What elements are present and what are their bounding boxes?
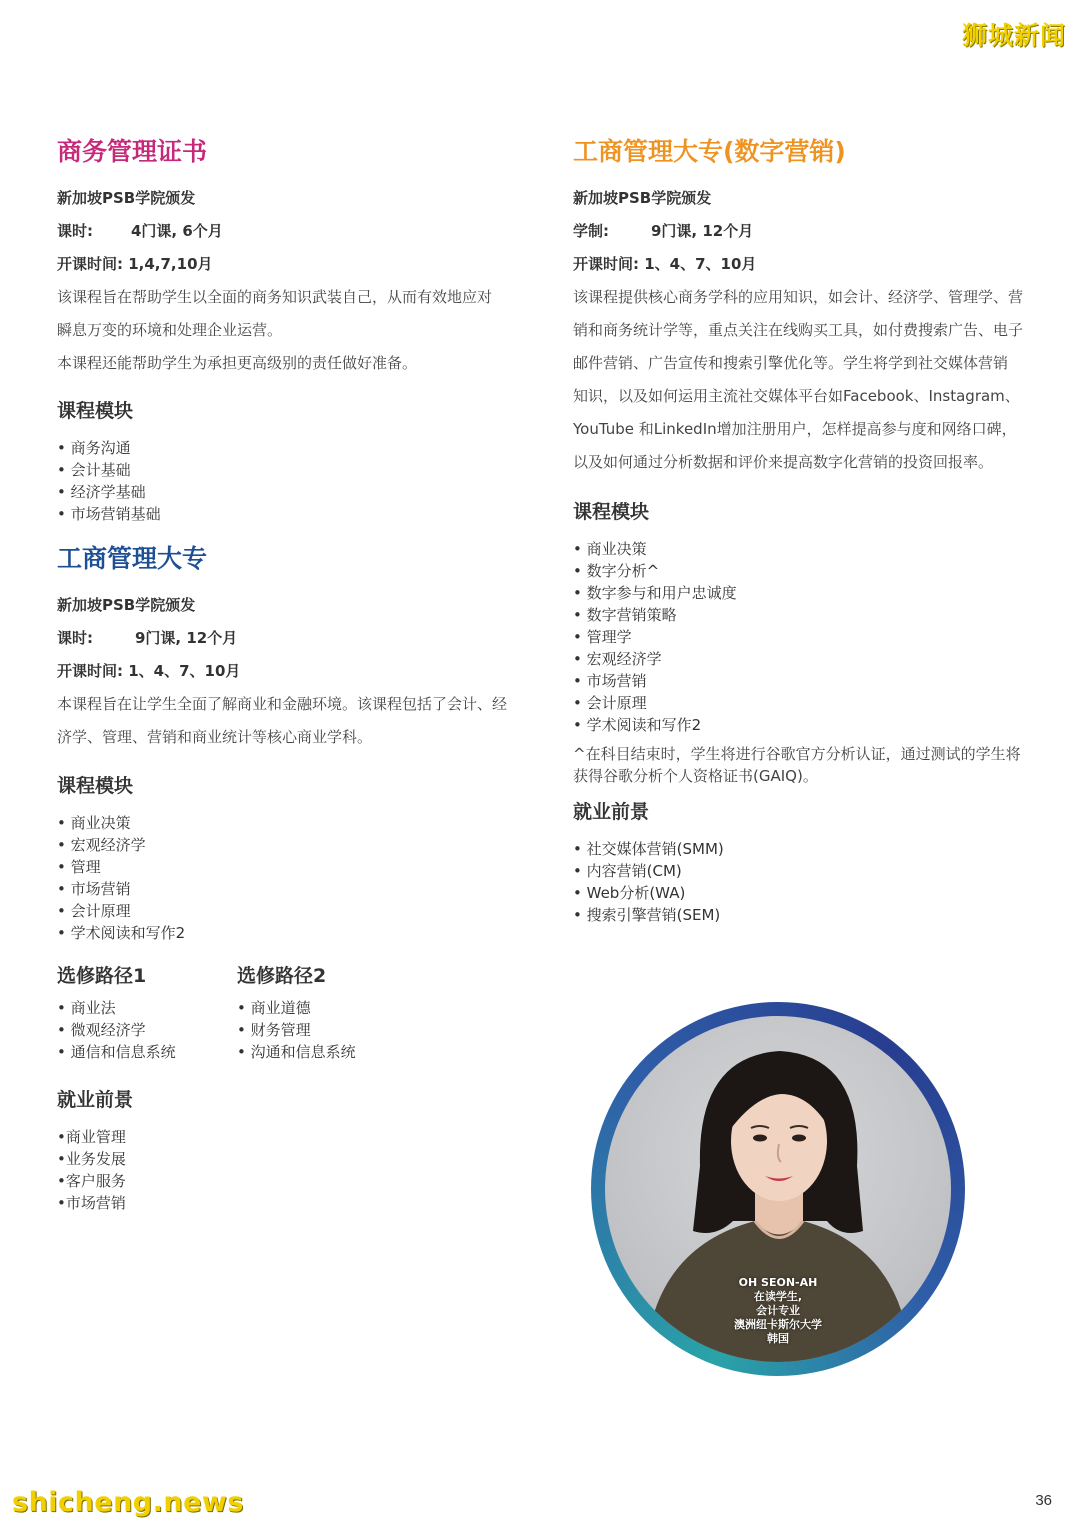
diploma-issuer: 新加坡PSB学院颁发 xyxy=(57,596,196,614)
dm-career-list xyxy=(573,838,724,926)
student-major: 会计专业 xyxy=(756,1304,800,1317)
cert-title: 商务管理证书 xyxy=(57,137,208,166)
cert-modules-list xyxy=(57,437,161,525)
list-item: • 商业法 xyxy=(57,997,176,1019)
student-caption xyxy=(605,1276,951,1346)
diploma-description xyxy=(57,688,537,754)
list-item: • 沟通和信息系统 xyxy=(237,1041,356,1063)
elective2-title: 选修路径2 xyxy=(237,965,327,987)
list-item: • 会计原理 xyxy=(57,900,185,922)
list-item: • 数字分析^ xyxy=(573,560,737,582)
cert-hours xyxy=(57,215,223,248)
elective2-list xyxy=(237,997,356,1063)
cert-hours-value: 4门课, 6个月 xyxy=(131,222,223,240)
list-item: • 市场营销 xyxy=(573,670,737,692)
dm-desc-line: 该课程提供核心商务学科的应用知识，如会计、经济学、管理学、营 xyxy=(573,288,1024,306)
cert-hours-label: 课时: xyxy=(57,222,93,240)
list-item: • 微观经济学 xyxy=(57,1019,176,1041)
diploma-desc-line1: 本课程旨在让学生全面了解商业和金融环境。该课程包括了会计、经 xyxy=(57,695,508,713)
diploma-modules-list xyxy=(57,812,185,944)
list-item: • 会计基础 xyxy=(57,459,161,481)
list-item: • 管理 xyxy=(57,856,185,878)
page-number: 36 xyxy=(1035,1492,1052,1509)
dm-duration-value: 9门课, 12个月 xyxy=(651,222,754,240)
student-country: 韩国 xyxy=(767,1332,789,1345)
dm-duration xyxy=(573,215,753,248)
list-item: • 商业道德 xyxy=(237,997,356,1019)
list-item: • 搜索引擎营销(SEM) xyxy=(573,904,724,926)
dm-duration-label: 学制: xyxy=(573,222,609,240)
elective1-list xyxy=(57,997,176,1063)
diploma-hours-value: 9门课, 12个月 xyxy=(135,629,238,647)
list-item: • Web分析(WA) xyxy=(573,882,724,904)
diploma-career-title: 就业前景 xyxy=(57,1089,134,1111)
dm-desc-line: 知识，以及如何运用主流社交媒体平台如Facebook、Instagram、 xyxy=(573,387,1020,405)
list-item: • 商业决策 xyxy=(57,812,185,834)
cert-desc-para2: 本课程还能帮助学生为承担更高级别的责任做好准备。 xyxy=(57,354,418,372)
diploma-hours-label: 课时: xyxy=(57,629,93,647)
watermark-top: 狮城新闻 xyxy=(961,21,1066,50)
list-item: • 学术阅读和写作2 xyxy=(57,922,185,944)
dm-modules-title: 课程模块 xyxy=(573,501,650,523)
elective1-title: 选修路径1 xyxy=(57,965,147,987)
dm-intake: 开课时间: 1、4、7、10月 xyxy=(573,255,757,273)
watermark-bottom: shicheng.news xyxy=(12,1487,244,1518)
list-item: • 管理学 xyxy=(573,626,737,648)
list-item: • 宏观经济学 xyxy=(57,834,185,856)
list-item: • 宏观经济学 xyxy=(573,648,737,670)
dm-career-title: 就业前景 xyxy=(573,801,650,823)
list-item: • 经济学基础 xyxy=(57,481,161,503)
list-item: • 市场营销 xyxy=(57,878,185,900)
list-item: • 内容营销(CM) xyxy=(573,860,724,882)
list-item: • 商业决策 xyxy=(573,538,737,560)
list-item: • 商业管理 xyxy=(57,1126,126,1148)
cert-desc-line1: 该课程旨在帮助学生以全面的商务知识武装自己，从而有效地应对 xyxy=(57,288,493,306)
student-university: 澳洲纽卡斯尔大学 xyxy=(734,1318,822,1331)
cert-intake: 开课时间: 1,4,7,10月 xyxy=(57,255,213,273)
list-item: • 客户服务 xyxy=(57,1170,126,1192)
dm-modules-list xyxy=(573,538,737,736)
diploma-career-list xyxy=(57,1126,126,1214)
dm-footnote-line1: ^在科目结束时，学生将进行谷歌官方分析认证，通过测试的学生将 xyxy=(573,745,1021,763)
list-item: • 社交媒体营销(SMM) xyxy=(573,838,724,860)
list-item: • 通信和信息系统 xyxy=(57,1041,176,1063)
dm-desc-line: 销和商务统计学等，重点关注在线购买工具，如付费搜索广告、电子 xyxy=(573,321,1024,339)
diploma-hours xyxy=(57,622,237,655)
cert-description xyxy=(57,281,537,380)
cert-modules-title: 课程模块 xyxy=(57,400,134,422)
dm-issuer: 新加坡PSB学院颁发 xyxy=(573,189,712,207)
list-item: • 商务沟通 xyxy=(57,437,161,459)
dm-footnote xyxy=(573,743,1053,787)
dm-desc-line: YouTube 和LinkedIn增加注册用户，怎样提高参与度和网络口碑， xyxy=(573,420,1017,438)
dm-title: 工商管理大专(数字营销) xyxy=(573,137,846,166)
list-item: • 数字参与和用户忠诚度 xyxy=(573,582,737,604)
list-item: • 学术阅读和写作2 xyxy=(573,714,737,736)
dm-desc-line: 邮件营销、广告宣传和搜索引擎优化等。学生将学到社交媒体营销 xyxy=(573,354,1009,372)
diploma-desc-line2: 济学、管理、营销和商业统计等核心商业学科。 xyxy=(57,728,373,746)
cert-desc-line2: 瞬息万变的环境和处理企业运营。 xyxy=(57,321,283,339)
dm-footnote-line2: 获得谷歌分析个人资格证书(GAIQ)。 xyxy=(573,767,818,785)
list-item: • 业务发展 xyxy=(57,1148,126,1170)
list-item: • 数字营销策略 xyxy=(573,604,737,626)
dm-desc-line: 以及如何通过分析数据和评价来提高数字化营销的投资回报率。 xyxy=(573,453,994,471)
student-name: OH SEON-AH xyxy=(738,1276,818,1289)
diploma-modules-title: 课程模块 xyxy=(57,775,134,797)
cert-issuer: 新加坡PSB学院颁发 xyxy=(57,189,196,207)
diploma-title: 工商管理大专 xyxy=(57,544,208,573)
student-portrait xyxy=(605,1016,951,1362)
list-item: • 财务管理 xyxy=(237,1019,356,1041)
dm-description xyxy=(573,281,1053,479)
student-status: 在读学生, xyxy=(753,1290,803,1303)
list-item: • 会计原理 xyxy=(573,692,737,714)
list-item: • 市场营销基础 xyxy=(57,503,161,525)
diploma-intake: 开课时间: 1、4、7、10月 xyxy=(57,662,241,680)
list-item: • 市场营销 xyxy=(57,1192,126,1214)
